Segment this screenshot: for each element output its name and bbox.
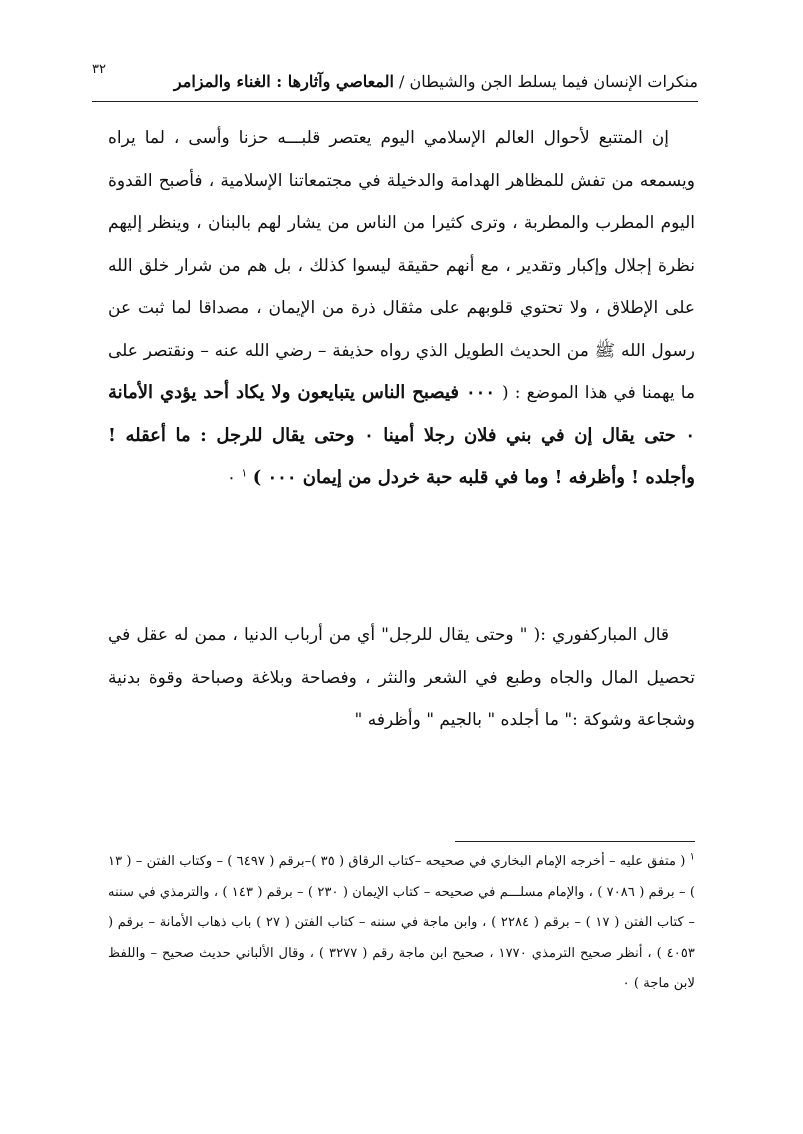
- paragraph-1-text: إن المتتبع لأحوال العالم الإسلامي اليوم يعتصر قلبـــه حزنا وأسى ، لما يراه ويسمعه من تفش للمظاهر الهدامة والدخيلة في مجتمعاتنا الإسلامية ، فأصبح القدوة اليوم المطرب والمطربة ، وترى كثيرا من الناس من يشار لهم بالبنان ، وينظر إليهم نظرة إجلال وإكبار وتقدير ، مع أنهم حقيقة ليسوا كذلك ، بل هم من شرار خلق الله على الإطلاق ، ولا تحتوي قلوبهم على مثقال ذرة من الإيمان ، مصداقا لما ثبت عن رسول الله ﷺ من الحديث الطويل الذي رواه حذيفة – رضي الله عنه – ونقتصر على ما يهمنا في هذا الموضع : (: [108, 128, 695, 403]
- paragraph-1-end: ٠: [226, 468, 242, 488]
- paragraph-1: [108, 117, 695, 500]
- footnote-reference[interactable]: ١: [241, 466, 248, 480]
- footnote-marker: ١: [689, 851, 695, 863]
- footnote-text: ( متفق عليه – أخرجه الإمام البخاري في صحيحه –كتاب الرقاق ( ٣٥ )–برقم ( ٦٤٩٧ ) – وكتاب الفتن – ( ١٣ ) – برقم ( ٧٠٨٦ ) ، والإمام مسلـــم في صحيحه – كتاب الإيمان ( ٢٣٠ ) – برقم ( ١٤٣ ) ، والترمذي في سننه – كتاب الفتن ( ١٧ ) – برقم ( ٢٢٨٤ ) ، وابن ماجة في سننه – كتاب الفتن ( ٢٧ ) باب ذهاب الأمانة – برقم ( ٤٠٥٣ ) ، أنظر صحيح الترمذي ١٧٧٠ ، صحيح ابن ماجة رقم ( ٣٢٧٧ ) ، وقال الألباني حديث صحيح – واللفظ لابن ماجة ) ٠: [108, 854, 695, 991]
- running-title: [174, 72, 698, 91]
- page-header: [92, 58, 698, 102]
- hadith-quote: ٠٠٠ فيصبح الناس يتبايعون ولا يكاد أحد يؤدي الأمانة ٠ حتى يقال إن في بني فلان رجلا أمينا ٠ وحتى يقال للرجل : ما أعقله ! وأجلده ! وأظرفه ! وما في قلبه حبة خردل من إيمان ٠٠٠ ): [108, 382, 695, 488]
- footnote-divider: [455, 841, 695, 842]
- paragraph-2: قال المباركفوري :( " وحتى يقال للرجل" أي من أرباب الدنيا ، ممن له عقل في تحصيل المال والجاه وطبع في الشعر والنثر ، وفصاحة وبلاغة وصباحة وقوة بدنية وشجاعة وشوكة :" ما أجلده " بالجيم " وأظرفه ": [108, 625, 695, 730]
- header-divider: [92, 101, 698, 102]
- running-title-book: منكرات الإنسان فيما يسلط الجن والشيطان /: [393, 72, 698, 91]
- page-number: ٣٢: [92, 62, 106, 77]
- running-title-chapter: المعاصي وآثارها : الغناء والمزامر: [173, 72, 394, 91]
- footnote: [108, 847, 695, 1000]
